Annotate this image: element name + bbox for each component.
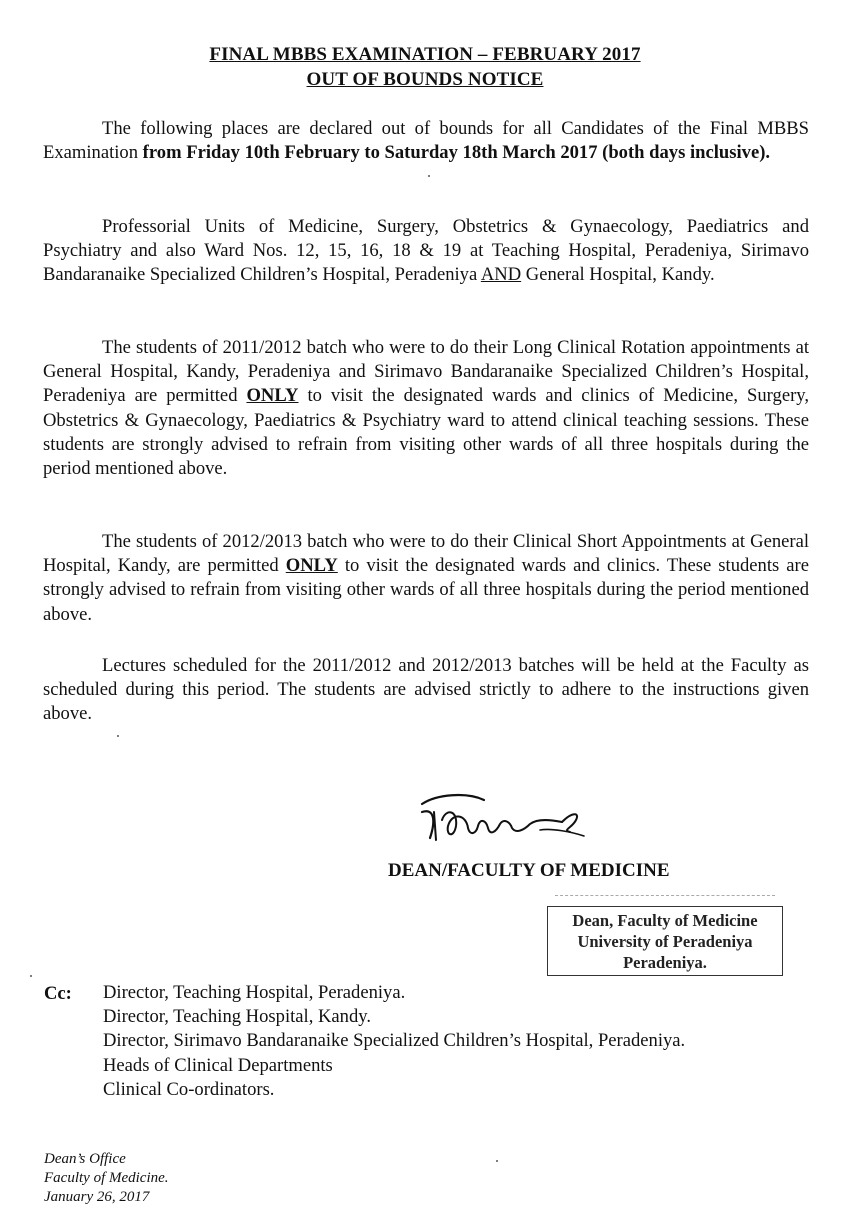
paragraph-text: Professorial Units of Medicine, Surgery, Obstetrics & Gynaecology, Paediatrics and Psychiatry and also Ward Nos. 12, 15, 16, 18 & 19 at Teaching Hospital, Peradeniya, Sirimavo Bandaranaike Specialized Children’s Hospital, Peradeniya <box>43 216 809 286</box>
paragraph-text: The following places are declared out of bounds for all Candidates of the Final MBBS Examination <box>43 118 809 164</box>
paragraph-text: The students of 2011/2012 batch who were to do their Long Clinical Rotation appointments at General Hospital, Kandy, Peradeniya and Sirimavo Bandaranaike Specialized Children’s Hospital, Peradeniya are permitted <box>43 337 809 407</box>
stamp-line: Peradeniya. <box>623 953 707 972</box>
only-emphasis: ONLY <box>285 555 338 577</box>
scan-speck <box>117 735 119 737</box>
cc-recipient: Clinical Co-ordinators. <box>103 1078 275 1100</box>
paragraph-lectures <box>43 654 809 727</box>
handwritten-signature <box>412 790 592 850</box>
document-subtitle: OUT OF BOUNDS NOTICE <box>306 69 544 90</box>
signatory-designation: DEAN/FACULTY OF MEDICINE <box>388 860 670 881</box>
cc-recipient-list <box>103 981 685 1102</box>
paragraph-text-tail: to visit the designated wards and clinics. These students are strongly advised to refrain from visiting other wards of all three hospitals during the period mentioned above. <box>43 555 809 625</box>
scan-speck <box>428 175 430 177</box>
document-footer <box>44 1150 169 1207</box>
footer-date: January 26, 2017 <box>44 1189 150 1205</box>
and-emphasis: AND <box>480 264 522 286</box>
footer-faculty: Faculty of Medicine. <box>44 1170 169 1186</box>
official-stamp <box>547 906 783 976</box>
stamp-edge-mark <box>555 895 775 896</box>
stamp-line: University of Peradeniya <box>577 932 753 951</box>
paragraph-restricted-units <box>43 215 809 288</box>
paragraph-out-of-bounds-dates <box>43 117 809 165</box>
scan-speck <box>496 1160 498 1162</box>
cc-recipient: Director, Sirimavo Bandaranaike Specialized Children’s Hospital, Peradeniya. <box>103 1030 686 1052</box>
cc-label: Cc: <box>44 983 72 1004</box>
document-title: FINAL MBBS EXAMINATION – FEBRUARY 2017 <box>209 44 641 65</box>
paragraph-text-tail: General Hospital, Kandy. <box>521 264 715 286</box>
cc-recipient: Director, Teaching Hospital, Peradeniya. <box>103 982 406 1003</box>
cc-recipient: Heads of Clinical Departments <box>103 1054 333 1076</box>
footer-office: Dean’s Office <box>44 1151 126 1167</box>
paragraph-2012-2013-batch <box>43 530 809 627</box>
scan-speck <box>30 975 32 977</box>
paragraph-text: The students of 2012/2013 batch who were to do their Clinical Short Appointments at General Hospital, Kandy, are permitted <box>43 531 809 577</box>
cc-recipient: Director, Teaching Hospital, Kandy. <box>103 1006 372 1028</box>
paragraph-2011-2012-batch <box>43 336 809 481</box>
paragraph-text-tail: to visit the designated wards and clinics of Medicine, Surgery, Obstetrics & Gynaecology, Paediatrics & Psychiatry ward to attend clinical teaching sessions. These students are strongly advised to refrain from visiting other wards of all three hospitals during the period mentioned above. <box>43 385 810 480</box>
only-emphasis: ONLY <box>246 385 299 407</box>
stamp-line: Dean, Faculty of Medicine <box>572 911 758 930</box>
paragraph-text: Lectures scheduled for the 2011/2012 and 2012/2013 batches will be held at the Faculty as scheduled during this period. The students are advised strictly to adhere to the instructions given above. <box>43 655 809 725</box>
date-range-text: from Friday 10th February to Saturday 18th March 2017 (both days inclusive). <box>142 142 771 164</box>
